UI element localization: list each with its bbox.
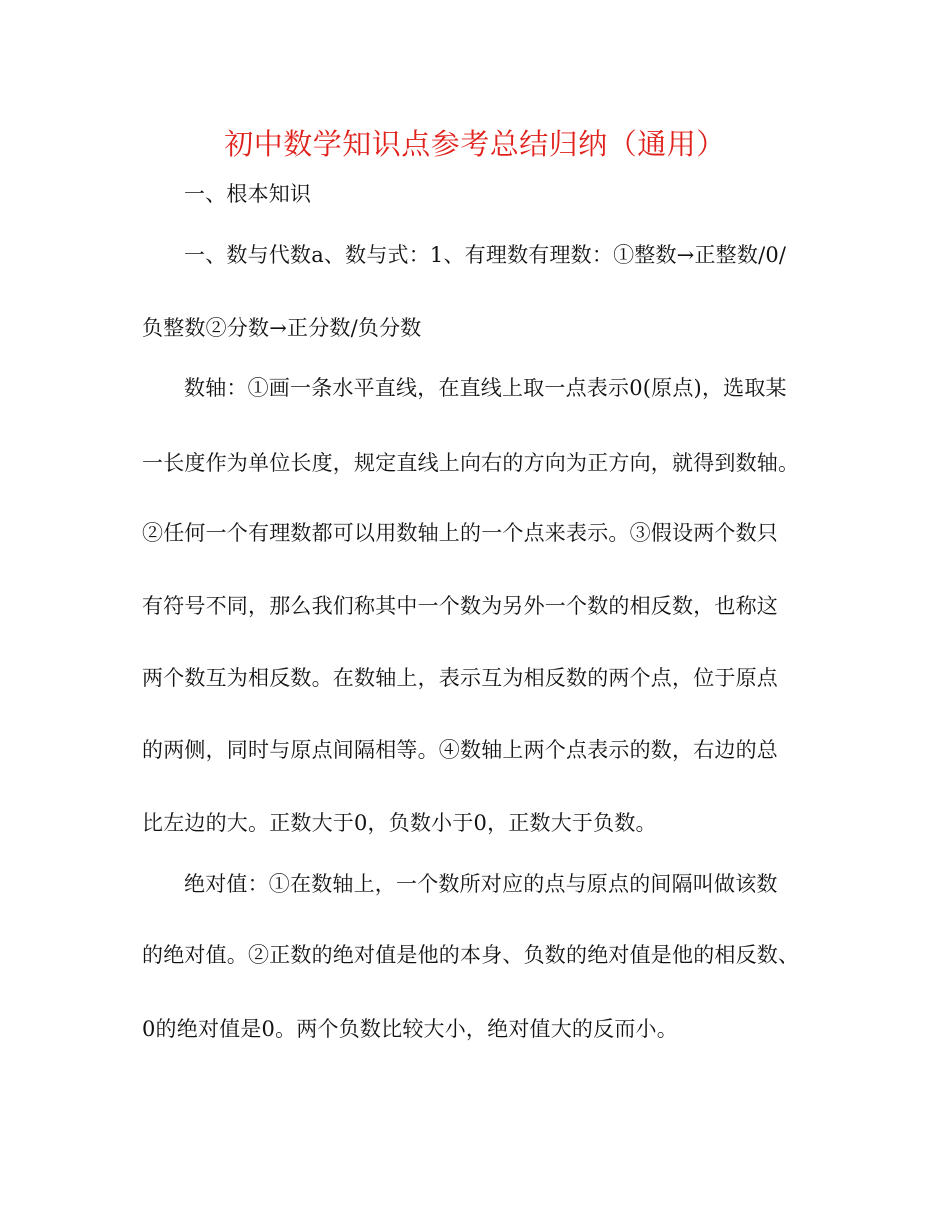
paragraph-line: 有符号不同，那么我们称其中一个数为另外一个数的相反数，也称这 (142, 594, 778, 618)
paragraph-line: 一长度作为单位长度，规定直线上向右的方向为正方向，就得到数轴。 (142, 451, 800, 475)
paragraph-line: 比左边的大。正数大于0，负数小于0，正数大于负数。 (142, 811, 657, 835)
paragraph-line: 的两侧，同时与原点间隔相等。④数轴上两个点表示的数，右边的总 (142, 738, 778, 762)
document-title: 初中数学知识点参考总结归纳（通用） (224, 127, 726, 161)
paragraph-line: 负整数②分数→正分数/负分数 (142, 316, 422, 340)
paragraph-line: 的绝对值。②正数的绝对值是他的本身、负数的绝对值是他的相反数、 (142, 943, 800, 967)
paragraph-line: 0的绝对值是0。两个负数比较大小，绝对值大的反而小。 (142, 1017, 678, 1041)
paragraph-line: 一、数与代数a、数与式：1、有理数有理数：①整数→正整数/0/ (184, 243, 787, 267)
paragraph-line: 数轴：①画一条水平直线，在直线上取一点表示0(原点)，选取某 (184, 376, 787, 400)
paragraph-line: 两个数互为相反数。在数轴上，表示互为相反数的两个点，位于原点 (142, 666, 778, 690)
section-heading: 一、根本知识 (184, 182, 312, 206)
paragraph-line: 绝对值：①在数轴上，一个数所对应的点与原点的间隔叫做该数 (184, 872, 778, 896)
paragraph-line: ②任何一个有理数都可以用数轴上的一个点来表示。③假设两个数只 (142, 521, 778, 545)
